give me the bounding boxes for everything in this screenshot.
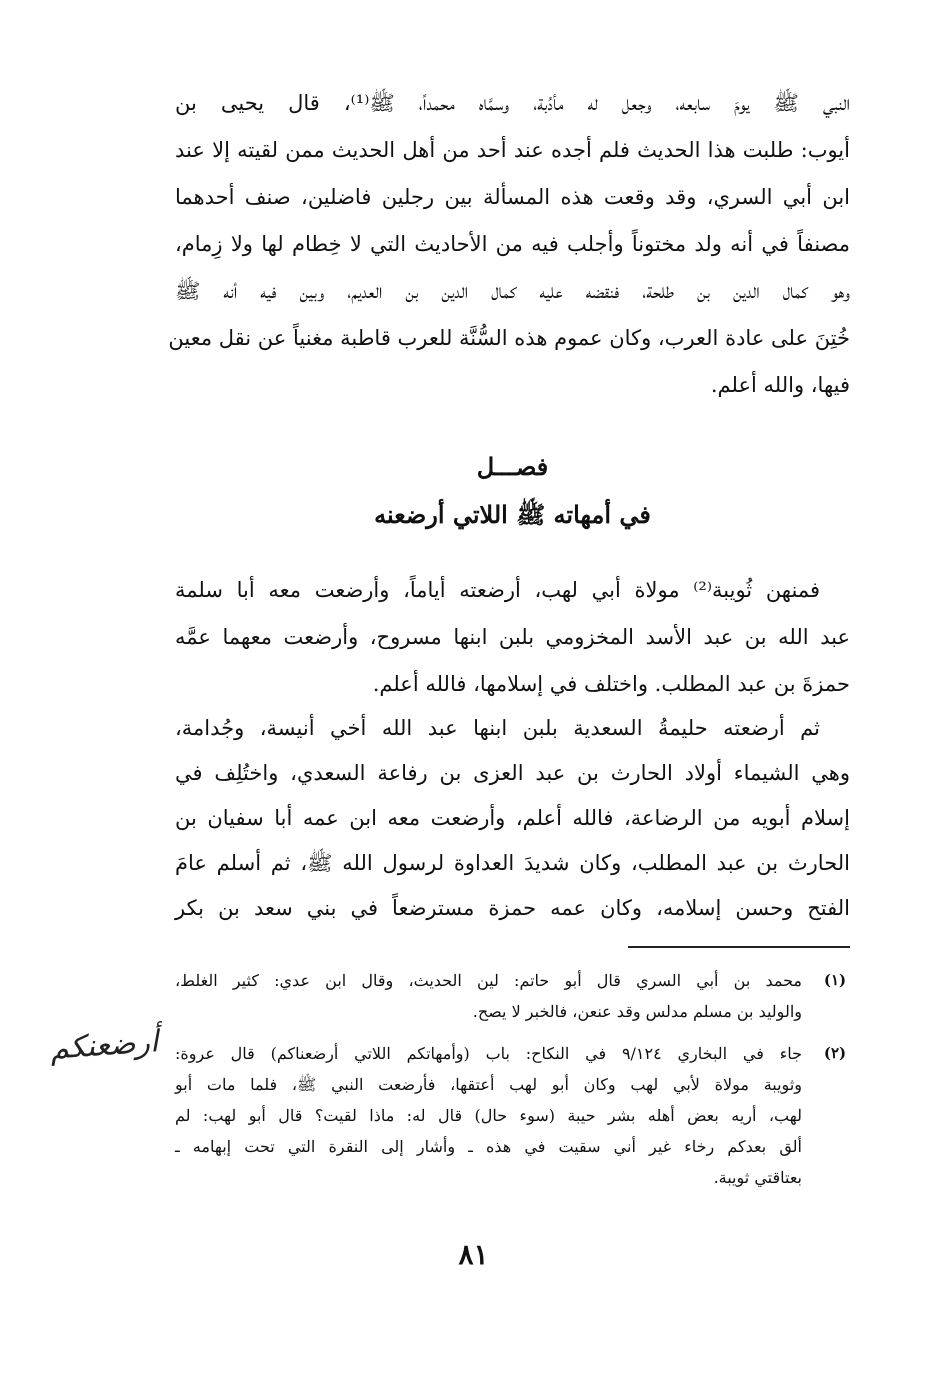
page-number: ٨١ <box>458 1238 489 1271</box>
footnote-separator <box>628 946 850 948</box>
footnote-line: بعتاقتي ثويبة. <box>713 1168 802 1187</box>
text-line: ابن أبي السري، وقد وقعت هذه المسألة بين رجلين فاضلين، صنف أحدهما <box>175 185 850 209</box>
body-text-top <box>168 80 851 409</box>
footnote-line: والوليد بن مسلم مدلس وقد عنعن، فالخبر لا يصح. <box>472 1002 802 1021</box>
footnote-line: لهب، أريه بعض أهله بشر حيبة (سوء حال) قال له: ماذا لقيت؟ قال أبو لهب: لم <box>175 1106 803 1125</box>
section-subheading: في أمهاته ﷺ اللاتي أرضعنه <box>374 500 651 529</box>
text-line: الحارث بن عبد المطلب، وكان شديدَ العداوة لرسول الله ﷺ، ثم أسلم عامَ <box>175 851 850 875</box>
footnote-number: (١) <box>823 971 847 989</box>
text-line: وهو كمال الدين بن طلحة، فنقضه عليه كمال الدين بن العديم، وبين فيه أنه ﷺ <box>175 279 851 303</box>
text-line: عبد الله بن عبد الأسد المخزومي بلبن ابنها مسروح، وأرضعت معهما عمَّه <box>175 625 850 649</box>
text-line: فيها، والله أعلم. <box>710 373 850 397</box>
text-line: حمزةَ بن عبد المطلب. واختلف في إسلامها، فالله أعلم. <box>372 672 850 696</box>
text-line: خُتِنَ على عادة العرب، وكان عموم هذه السُّنَّة للعرب قاطبة مغنياً عن نقل معين <box>168 326 850 350</box>
text-line: مصنفاً في أنه ولد مختوناً وأجلب فيه من الأحاديث التي لا خِطام لها ولا زِمام، <box>175 232 850 256</box>
text-line: أيوب: طلبت هذا الحديث فلم أجده عند أحد من أهل الحديث ممن لقيته إلا عند <box>175 138 850 162</box>
handwritten-margin-note: أرضعنكم <box>48 1024 160 1067</box>
section-heading: فصـــل <box>476 452 549 481</box>
text-line: الفتح وحسن إسلامه، وكان عمه حمزة مسترضعاً في بني سعد بن بكر <box>175 896 850 920</box>
text-line: وهي الشيماء أولاد الحارث بن عبد العزى بن رفاعة السعدي، واختُلِف في <box>175 761 850 785</box>
footnote-line: جاء في البخاري ٩/١٢٤ في النكاح: باب (وأمهاتكم اللاتي أرضعناكم) قال عروة: <box>175 1044 802 1063</box>
footnote-2 <box>175 1038 850 1193</box>
text-line: ثم أرضعته حليمةُ السعدية بلبن ابنها عبد الله أخي أنيسة، وجُدامة، <box>175 716 820 740</box>
footnote-1 <box>175 965 850 1027</box>
paragraph-1 <box>175 567 850 708</box>
text-line: النبي ﷺ يومَ سابعه، وجعل له مأدُبة، وسمَّاه محمداً، ﷺ⁽¹⁾، قال يحيى بن <box>175 91 851 115</box>
text-line: إسلام أبويه من الرضاعة، فالله أعلم، وأرضعت معه ابن عمه أبا سفيان بن <box>175 806 850 830</box>
text-line: فمنهن ثُويبة⁽²⁾ مولاة أبي لهب، أرضعته أياماً، وأرضعت معه أبا سلمة <box>175 578 820 602</box>
paragraph-2 <box>175 706 850 931</box>
footnote-line: محمد بن أبي السري قال أبو حاتم: لين الحديث، وقال ابن عدي: كثير الغلط، <box>175 971 802 990</box>
footnote-line: ألق بعدكم رخاء غير أني سقيت في هذه ـ وأشار إلى النقرة التي تحت إبهامه ـ <box>175 1137 802 1156</box>
footnote-line: وثويبة مولاة لأبي لهب وكان أبو لهب أعتقها، فأرضعت النبي ﷺ، فلما مات أبو <box>175 1075 802 1094</box>
footnote-number: (٢) <box>823 1044 847 1062</box>
